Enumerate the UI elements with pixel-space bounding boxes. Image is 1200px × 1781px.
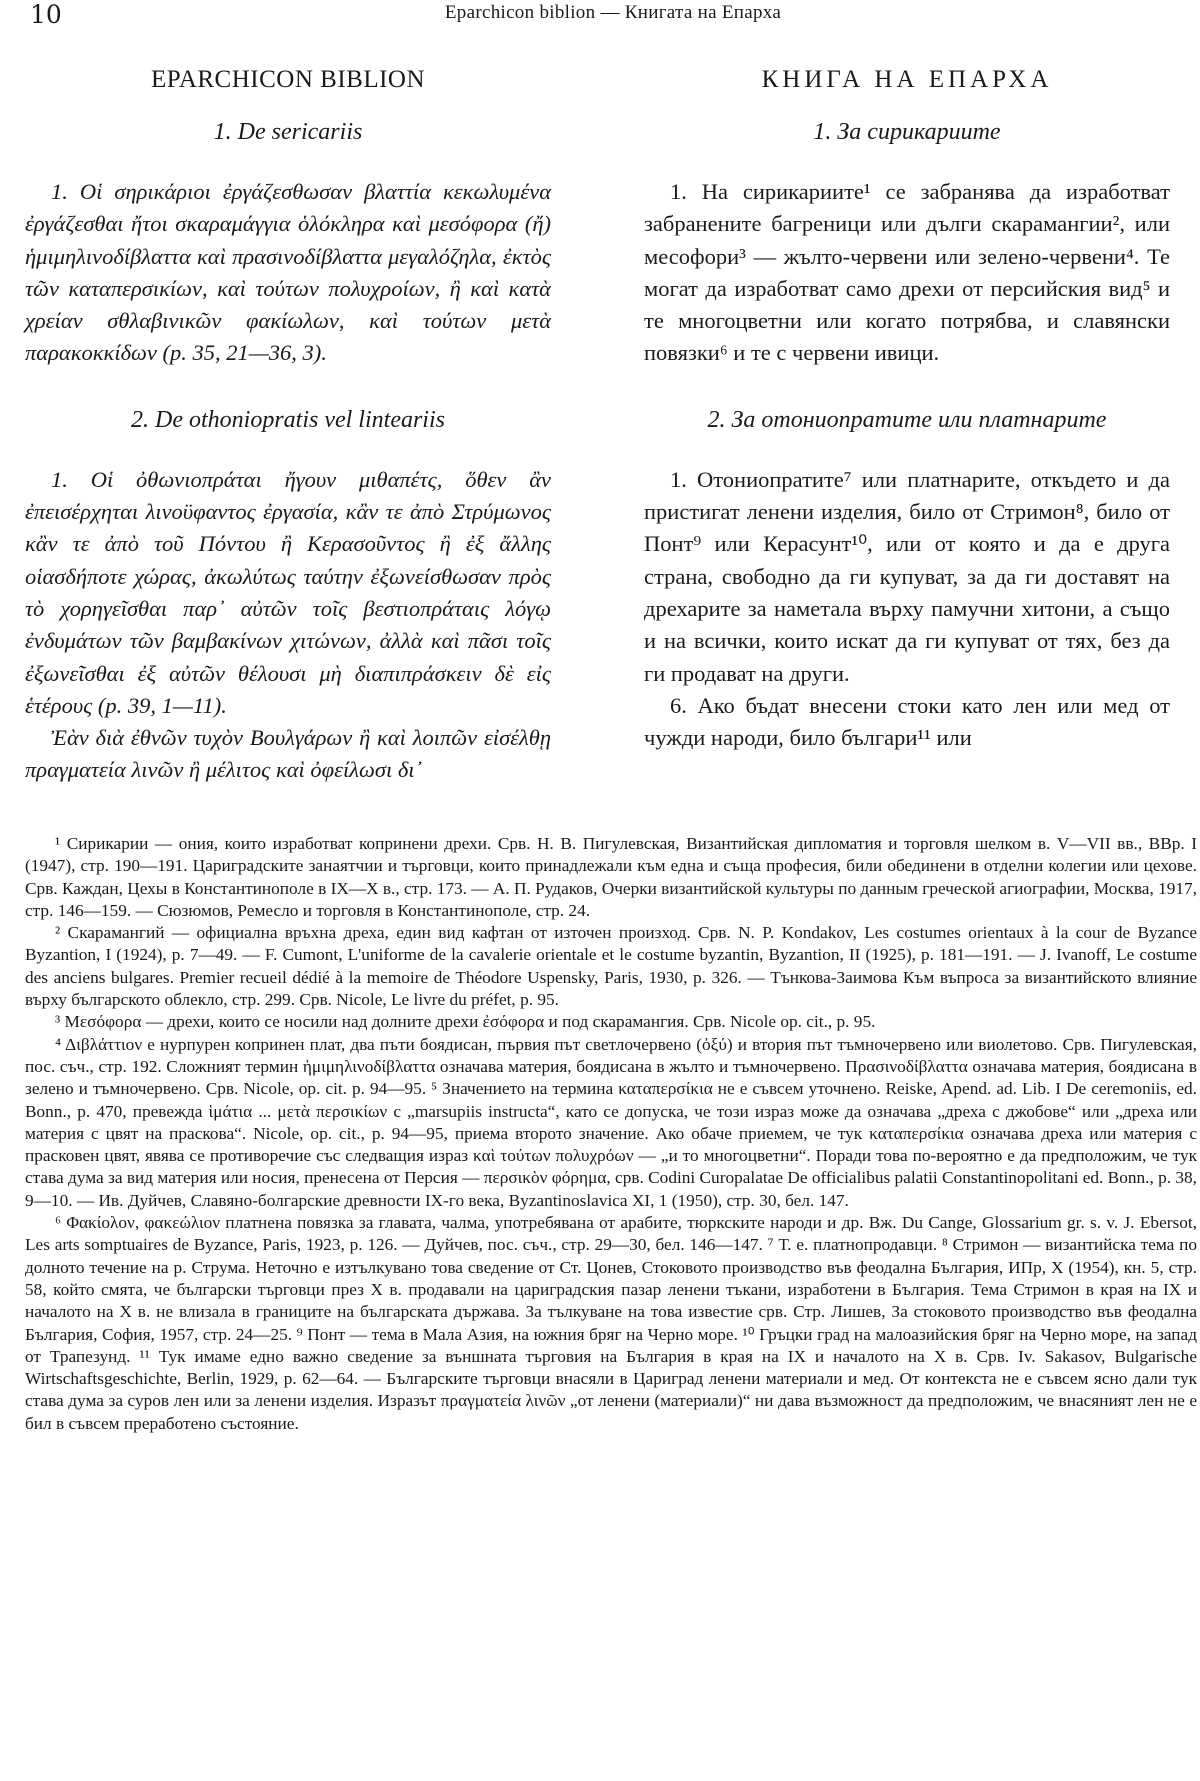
- greek-title: EPARCHICON BIBLION: [150, 66, 426, 93]
- page-header: [28, 0, 1198, 36]
- footnote: ⁶ Φακίολον, φακεώλιον платнена повязка за главата, чалма, употребявана от арабите, тюркските народи и др. Вж. Du Cange, Glossarium gr. s. v. J. Ebersot, Les arts somptuaires de Byzance, Paris, 1923, p. 126. — Дуйчев, пос. съч., стр. 29—30, бел. 146—147. ⁷ Т. е. платнопродавци. ⁸ Стримон — византийска тема по долното течение на р. Струма. Неточно е изтълкувано това сведение от Ст. Цонев, Стоковото производство във феодална България, ИПр, X (1954), кн. 5, стр. 58, който смята, че български търговци през X в. продавали на цариградския пазар ленени тъкани, изработени в България. Тема Стримон в края на IX и началото на X в. не влизала в границите на българската държава. За тълкуване на това известие срв. Стр. Лишев, За стоковото производство във феодална България, София, 1957, стр. 24—25. ⁹ Понт — тема в Мала Азия, на южния бряг на Черно море. ¹⁰ Гръцки град на малоазийския бряг на Черно море, на запад от Трапезунд. ¹¹ Тук имаме едно важно сведение за външната търговия на България в края на IX и началото на X в. Срв. Iv. Sakasov, Bulgarische Wirtschaftsgeschichte, Berlin, 1929, p. 62—64. — Българските търговци внасяли в Цариград ленени материали и мед. От контекста не е съвсем ясно дали тук става дума за суров лен или за ленени изделия. Изразът πραγματεία λινῶν „от ленени (материали)“ ни дава възможност да предположим, че внасяният лен не е бил в съвсем преработено състояние.: [25, 1213, 1197, 1433]
- greek-section1-text: 1. Οἱ σηρικάριοι ἐργάζεσθωσαν βλαττία κεκωλυμένα ἐργάζεσθαι ἤτοι σκαραμάγγια ὁλόκληρα καὶ μεσόφορα (ἤ) ἡμιμηλινοδίβλαττα καὶ πρασινοδίβλαττα μεγαλόζηλα, ἐκτὸς τῶν καταπερσικίων, καὶ τούτων πολυχροίων, ἢ καὶ κατὰ χρείαν σθλαβινικῶν φακίωλων, καὶ τούτων μετὰ παρακοκκίδων (p. 35, 21—36, 3).: [25, 179, 551, 366]
- footnote: ³ Μεσόφορα — дрехи, които се носили над долните дрехи ἐσόφορα и под скарамангия. Срв. Nicole op. cit., p. 95.: [55, 1012, 876, 1032]
- bulgarian-title: КНИГА НА ЕПАРХА: [761, 66, 1053, 93]
- bulgarian-column: [644, 62, 1170, 754]
- footnote: ⁴ Διβλάττιον е нурпурен копринен плат, два пъти боядисан, първия път светлочервено (ὀξύ) и втория път тъмночервено или виолетово. Срв. Пигулевская, пос. съч., стр. 192. Сложният термин ἡμιμηλινοδίβλαττα означава материя, боядисана в жълто и тъмночервено. Πρασινοδίβλαττα означава материя, боядисана в зелено и тъмночервено. Срв. Nicole, op. cit. p. 94—95. ⁵ Значението на термина καταπερσίκια не е съвсем уточнено. Reiske, Apend. ad. Lib. I De ceremoniis, ed. Bonn., p. 470, превежда ἱμάτια ... μετὰ περσικίων с „marsupiis instructa“, като се допуска, че този израз може да означава „дреха с джобове“ или „дреха или материя с цвят на праскова“. Nicole, op. cit., p. 94—95, приема второто значение. Ако обаче приемем, че тук καταπερσίκια означава дреха или материя с прасковен цвят, явява се противоречие със следващия израз καὶ τούτων πολυχρόων — „и то многоцветни“. Поради това по-вероятно е да предположим, че тук става дума за вид материя или носия, пренесена от Персия — περσικὸν φόρημα, срв. Codini Curopalatae De officialibus palatii Constantinopolitani ed. Bonn., p. 38, 9—10. — Ив. Дуйчев, Славяно-болгарские древности IX-го века, Byzantinoslavica XI, 1 (1950), стр. 30, бел. 147.: [25, 1034, 1197, 1210]
- page-number: 10: [30, 0, 62, 29]
- greek-section2-text: 1. Οἱ ὀθωνιοπράται ἤγουν μιθαπέτς, ὅθεν ἂν ἐπεισέρχηται λινοϋφαντος ἐργασία, κἂν τε ἀπὸ Στρύμωνος κἂν τε ἀπὸ τοῦ Πόντου ἢ Κερασοῦντος ἢ ἐξ ἄλλης οἱασδήποτε χώρας, ἀκωλύτως ταύτην ἐξωνείσθωσαν πρὸς τὸ χορηγεῖσθαι παρ᾽ αὐτῶν τοῖς βεστιοπράταις λόγῳ ἐνδυμάτων τῶν βαμβακίνων χιτώνων, ἀλλὰ καὶ πᾶσι τοῖς ἐξωνεῖσθαι ἐξ αὐτῶν θέλουσι μὴ διαπιπράσκειν δὲ εἰς ἑτέρους (p. 39, 1—11).: [25, 466, 551, 718]
- greek-column: [25, 62, 551, 787]
- bulgarian-section2-text2: 6. Ако бъдат внесени стоки като лен или мед от чужди народи, било българи¹¹ или: [644, 692, 1170, 751]
- bulgarian-section1-title: 1. За сирикариите: [813, 119, 1001, 145]
- bulgarian-section2-title: 2. За отониопратите или платнарите: [707, 406, 1107, 433]
- bulgarian-section2-text: 1. Отониопратите⁷ или платнарите, откъдето и да пристигат ленени изделия, било от Стримон⁸, било от Понт⁹ или Керасунт¹⁰, или от която и да е друга страна, свободно да ги купуват, за да ги доставят на дрехарите за наметала върху памучни хитони, а също и на всички, които искат да ги купуват от тях, без да ги продават на други.: [644, 466, 1170, 686]
- greek-section2-title: 2. De othoniopratis vel lintеariis: [131, 406, 445, 433]
- footnotes: [25, 833, 1197, 1435]
- footnote: ² Скарамангий — официална връхна дреха, един вид кафтан от източен произход. Срв. N. P. Kondakov, Les costumes orientaux à la cour de Byzance Byzantion, I (1924), p. 7—49. — F. Cumont, L'uniforme de la cavalerie orientale et le costume byzantin, Byzantion, II (1925), p. 181—191. — J. Ivanoff, Le costume des anciens bulgares. Premier recueil dédié à la memoire de Théodore Uspensky, Paris, 1930, p. 326. — Тънкова-Заимова Към въпроса за византийското влияние върху българското облекло, стр. 299. Срв. Nicole, Le livre du préfet, p. 95.: [25, 923, 1197, 1010]
- footnote: ¹ Сирикарии — ония, които изработват копринени дрехи. Срв. Н. В. Пигулевская, Византийская дипломатия и торговля шелком в. V—VII вв., ВВр. I (1947), стр. 190—191. Цариградските занаятчии и търговци, които принадлежали към една и съща професия, били обединени в отделни колегии или цехове. Срв. Каждан, Цехы в Константинополе в IX—X в., стр. 173. — А. П. Рудаков, Очерки византийской культуры по данным греческой агиографии, Москва, 1917, стр. 146—159. — Сюзюмов, Ремесло и торговля в Константинополе, стр. 24.: [25, 834, 1197, 920]
- greek-section1-title: 1. De sericariis: [213, 119, 363, 145]
- greek-section2-text2: Ἐὰν διὰ ἐθνῶν τυχὸν Βουλγάρων ἢ καὶ λοιπῶν εἰσέλθῃ πραγματεία λινῶν ἢ μέλιτος καὶ ὀφείλωσι δι᾽: [25, 725, 551, 783]
- bulgarian-section1-text: 1. На сирикариите¹ се забранява да изработват забранените багреници или дълги скарамангии², или месофори³ — жълто-червени или зелено-червени⁴. Те могат да изработват само дрехи от персийския вид⁵ и те многоцветни или когато потрябва, и славянски повязки⁶ и те с червени ивици.: [644, 179, 1170, 366]
- running-head: Eparchicon biblion — Книгата на Епарха: [444, 2, 782, 23]
